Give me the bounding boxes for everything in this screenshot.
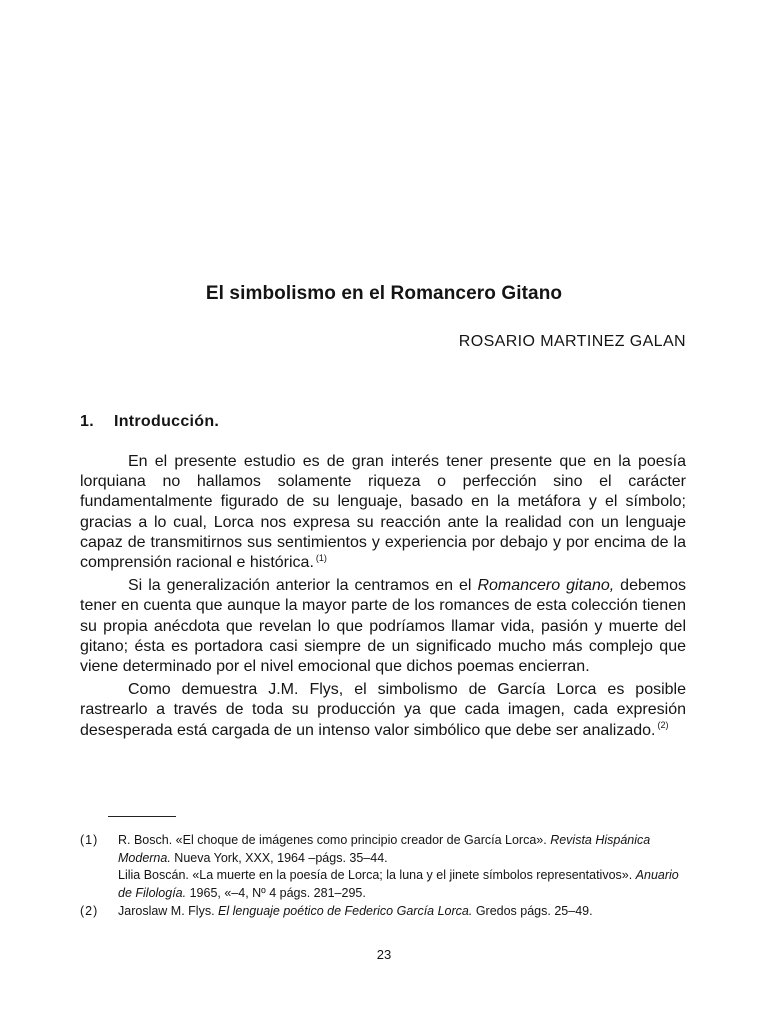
section-title: Introducción. xyxy=(113,413,220,430)
paragraph-text: En el presente estudio es de gran interés tener presente que en la poesía lorquiana no hallamos solamente riqueza o perfección sino el carácter fundamentalmente figurado de su lenguaje, basado en la metáfora y el símbolo; gracias a lo cual, Lorca nos expresa su reacción ante la realidad con un lenguaje capaz de transmitirnos sus sentimientos y experiencia por debajo y por encima de la comprensión racional e histórica. xyxy=(80,453,686,572)
citation-text: 1965, «–4, Nº 4 págs. 281–295. xyxy=(186,885,366,900)
footnote-separator xyxy=(108,816,176,817)
footnote xyxy=(80,832,692,902)
citation-source: El lenguaje poético de Federico García Lorca. xyxy=(218,904,473,918)
paragraph xyxy=(80,680,686,741)
citation-text: Jaroslaw M. Flys. xyxy=(118,904,219,918)
footnote-number: (1) xyxy=(80,833,99,847)
page-number: 23 xyxy=(376,947,392,962)
footnote-reference: (2) xyxy=(657,720,669,731)
citation-source: Revista Hispánica Moderna. xyxy=(118,833,651,865)
citation-text: Nueva York, XXX, 1964 –págs. 35–44. xyxy=(170,850,388,865)
body-text xyxy=(80,452,686,741)
footnote-reference: (1) xyxy=(315,552,327,563)
article-author: ROSARIO MARTINEZ GALAN xyxy=(458,333,686,350)
citation-text: Lilia Boscán. «La muerte en la poesía de Lorca; la luna y el jinete símbolos representativos». xyxy=(118,868,636,882)
work-title-italic: Romancero gitano, xyxy=(477,577,615,595)
citation-source: Anuario de Filología. xyxy=(118,868,679,900)
paragraph xyxy=(80,576,686,677)
citation-text: Gredos págs. 25–49. xyxy=(472,904,593,918)
footnote xyxy=(80,903,692,921)
paragraph-text: Como demuestra J.M. Flys, el simbolismo de García Lorca es posible rastrearlo a través de toda su producción ya que cada imagen, cada expresión desesperada está cargada de un intenso valor simbólico que debe ser analizado. xyxy=(80,681,686,739)
paragraph-text: Si la generalización anterior la centramos en el xyxy=(128,577,478,595)
footnote-body xyxy=(118,832,692,902)
footnote-body xyxy=(118,903,692,921)
footnote-citation xyxy=(118,867,692,902)
footnote-number: (2) xyxy=(80,904,99,918)
citation-text: R. Bosch. «El choque de imágenes como principio creador de García Lorca». xyxy=(118,833,551,847)
article-title: El simbolismo en el Romancero Gitano xyxy=(205,283,563,304)
section-number: 1. xyxy=(80,413,94,430)
footnote-citation xyxy=(118,903,692,921)
footnote-citation xyxy=(118,832,692,867)
paragraph-text: debemos tener en cuenta que aunque la mayor parte de los romances de esta colección tienen su propia anécdota que revelan lo que podríamos llamar vida, pasión y muerte del gitano; ésta es portadora casi siempre de un significado mucho más complejo que viene determinado por el nivel emocional que dichos poemas encierran. xyxy=(80,577,686,676)
section-heading xyxy=(80,413,219,431)
paragraph xyxy=(80,452,686,573)
footnotes xyxy=(80,832,692,921)
